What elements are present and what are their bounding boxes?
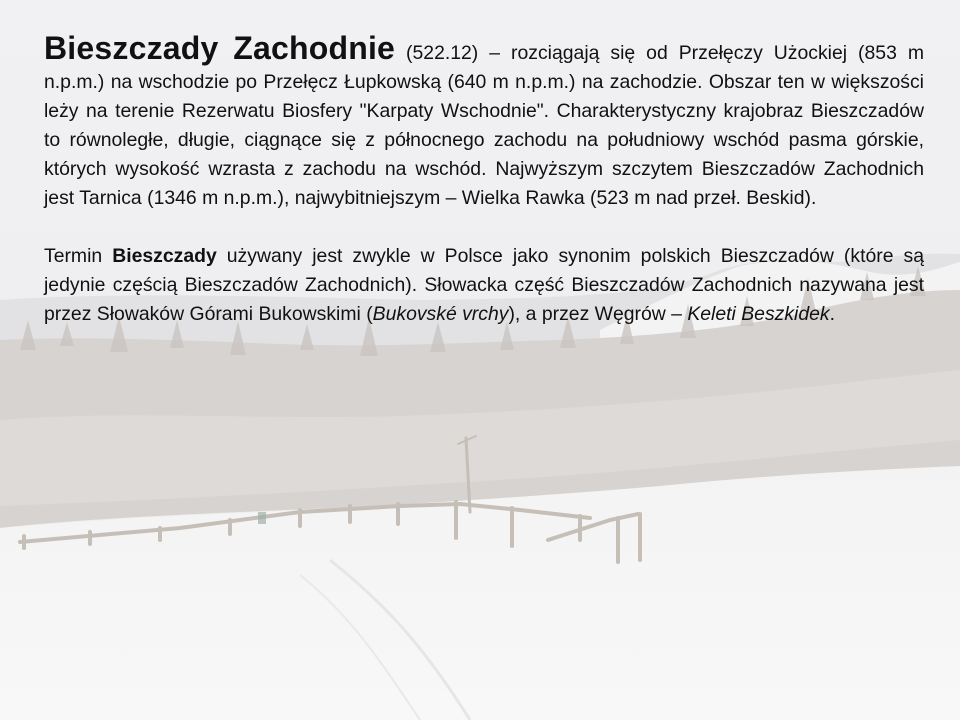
paragraph-2-middle: używany jest zwykle w Polsce jako synonim polskich Bieszczadów (które są jedynie częścią Bieszczadów Zachodnich). Słowacka część Bieszczadów Zachodnich nazywana jest przez Słowaków Górami Bukowskimi ( — [44, 245, 924, 325]
paragraph-2-middle2: ), a przez Węgrów – — [508, 303, 688, 325]
slide-text — [44, 30, 924, 329]
paragraph-2-suffix: . — [829, 303, 836, 325]
paragraph-2 — [44, 242, 924, 329]
paragraph-1 — [44, 30, 924, 213]
paragraph-2-prefix: Termin — [44, 245, 113, 267]
paragraph-1-text: (522.12) – rozciągają się od Przełęczy Użockiej (853 m n.p.m.) na wschodzie po Przełęcz Łupkowską (640 m n.p.m.) na zachodzie. Obszar ten w większości leży na terenie Rezerwatu Biosfery "Karpaty Wschodnie". Charakterystyczny krajobraz Bieszczadów to równoległe, długie, ciągnące się z północnego zachodu na południowy wschód pasma górskie, których wysokość wzrasta z zachodu na wschód. Najwyższym szczytem Bieszczadów Zachodnich jest Tarnica (1346 m n.p.m.), najwybitniejszym – Wielka Rawka (523 m nad przeł. Beskid). — [44, 42, 924, 209]
paragraph-2-italic-hungarian: Keleti Beszkidek — [687, 303, 830, 325]
slide-title: Bieszczady Zachodnie — [44, 30, 396, 66]
paragraph-2-italic-slovak: Bukovské vrchy — [372, 303, 509, 325]
paragraph-2-term: Bieszczady — [112, 245, 217, 267]
